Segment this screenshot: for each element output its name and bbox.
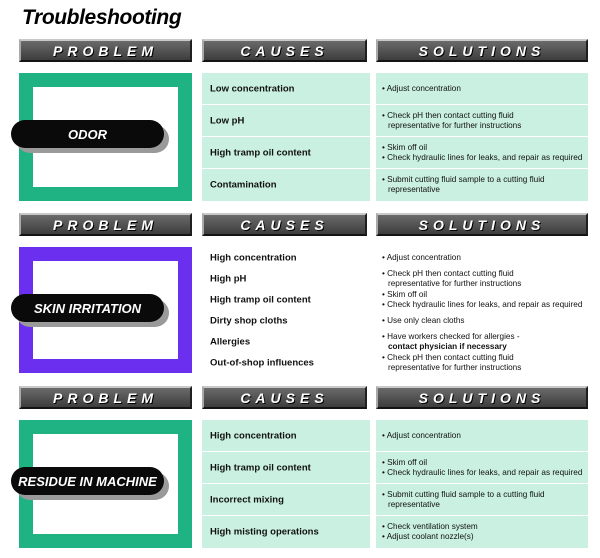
solutions-header <box>376 213 588 236</box>
cause-text: High tramp oil content <box>210 294 311 305</box>
cause-text: High misting operations <box>210 526 319 538</box>
causes-header <box>202 386 367 409</box>
cause-text: Contamination <box>210 179 277 191</box>
table-row <box>202 331 588 352</box>
problem-header-label: PROBLEM <box>53 389 158 406</box>
problem-label: ODOR <box>68 126 107 142</box>
problem-header-label: PROBLEM <box>53 42 158 59</box>
problem-header-label: PROBLEM <box>53 216 158 233</box>
solution-text: • Skim off oil • Check hydraulic lines for leaks, and repair as required <box>382 142 583 162</box>
problem-header <box>19 386 192 409</box>
table-row <box>202 105 588 136</box>
cause-text: High tramp oil content <box>210 147 311 158</box>
problem-label: RESIDUE IN MACHINE <box>18 473 157 489</box>
page-title: Troubleshooting <box>22 6 182 29</box>
solution-text: • Skim off oil • Check hydraulic lines for leaks, and repair as required <box>382 289 583 309</box>
table-row <box>202 73 588 104</box>
solution-text: • Check ventilation system • Adjust coolant nozzle(s) <box>382 522 478 541</box>
cause-text: Allergies <box>210 336 251 347</box>
cause-text: High concentration <box>210 430 297 441</box>
table-row <box>202 268 588 289</box>
causes-header <box>202 39 367 62</box>
table-row <box>202 452 588 483</box>
causes-header-label: CAUSES <box>240 216 329 233</box>
solution-text: • Skim off oil • Check hydraulic lines for leaks, and repair as required <box>382 457 583 477</box>
solutions-header-label: SOLUTIONS <box>418 389 546 406</box>
solution-text: • Check pH then contact cutting fluid representative for further instructions <box>382 268 522 288</box>
problem-header <box>19 39 192 62</box>
solutions-header <box>376 39 588 62</box>
cause-text: Low concentration <box>210 83 295 94</box>
solution-text: • Adjust concentration <box>382 252 461 262</box>
causes-header <box>202 213 367 236</box>
table-row <box>202 516 588 548</box>
problem-badge-skin-irritation <box>11 294 164 322</box>
table-row <box>202 420 588 451</box>
cause-text: Low pH <box>210 115 245 126</box>
solution-text: • Submit cutting fluid sample to a cutting fluid representative <box>382 175 545 194</box>
solution-text: • Adjust concentration <box>382 83 461 93</box>
cause-text: Dirty shop cloths <box>210 315 288 326</box>
solution-text: • Check pH then contact cutting fluid representative for further instructions <box>382 110 522 130</box>
solution-text: • Adjust concentration <box>382 430 461 440</box>
section-table-residue <box>202 420 588 548</box>
solutions-header-label: SOLUTIONS <box>418 216 546 233</box>
problem-badge-odor <box>11 120 164 148</box>
solution-text: • Have workers checked for allergies - contact physician if necessary <box>382 331 520 351</box>
table-row <box>202 247 588 268</box>
cause-text: High tramp oil content <box>210 462 311 473</box>
solutions-header <box>376 386 588 409</box>
causes-header-label: CAUSES <box>240 42 329 59</box>
solution-text: • Use only clean cloths <box>382 315 465 325</box>
cause-text: Incorrect mixing <box>210 494 284 505</box>
table-row <box>202 289 588 310</box>
table-row <box>202 137 588 168</box>
table-row <box>202 169 588 201</box>
section-table-skin-irritation <box>202 247 588 373</box>
section-table-odor <box>202 73 588 201</box>
problem-header <box>19 213 192 236</box>
cause-text: High pH <box>210 273 247 284</box>
causes-header-label: CAUSES <box>240 389 329 406</box>
table-row <box>202 484 588 515</box>
solution-text: • Check pH then contact cutting fluid representative for further instructions <box>382 352 522 372</box>
solution-text: • Submit cutting fluid sample to a cutting fluid representative <box>382 489 545 509</box>
solutions-header-label: SOLUTIONS <box>418 42 546 59</box>
problem-label: SKIN IRRITATION <box>33 300 142 316</box>
cause-text: Out-of-shop influences <box>210 357 314 368</box>
table-row <box>202 352 588 373</box>
problem-badge-residue <box>11 467 164 495</box>
cause-text: High concentration <box>210 252 297 263</box>
table-row <box>202 310 588 331</box>
